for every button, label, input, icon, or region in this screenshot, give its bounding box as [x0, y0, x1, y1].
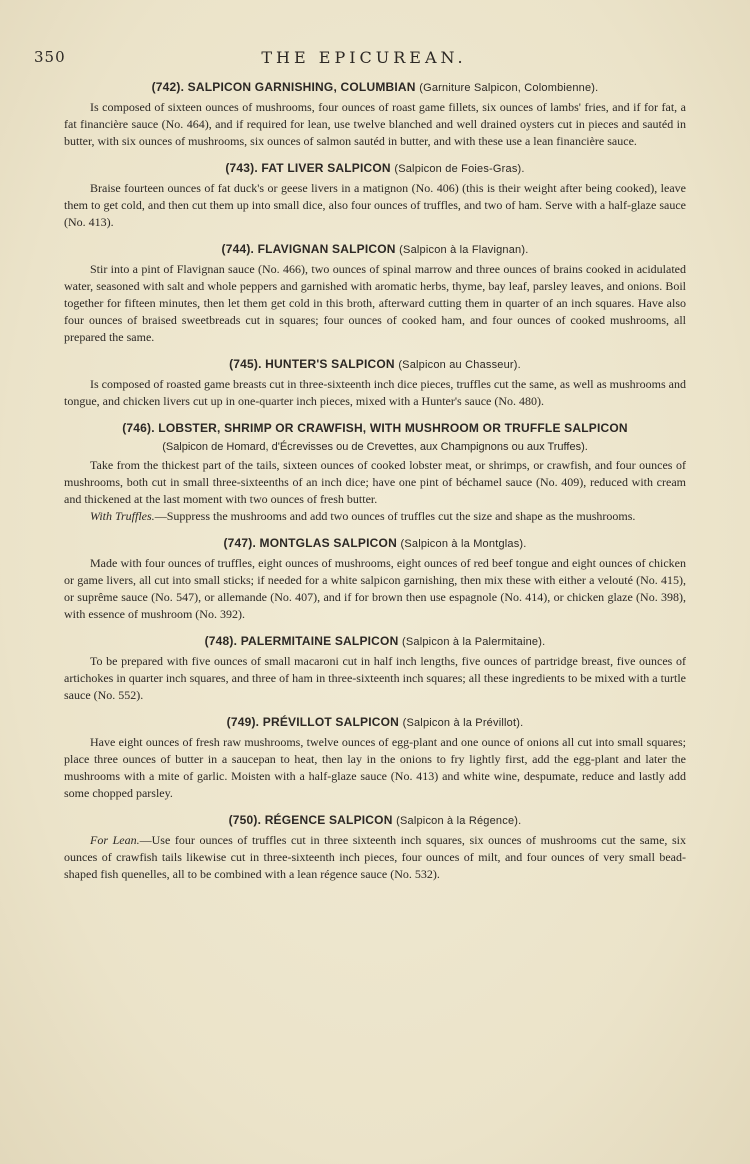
- recipe-heading: (744). FLAVIGNAN SALPICON (Salpicon à la Flavignan).: [221, 242, 529, 256]
- recipe-750: [64, 813, 686, 883]
- recipe-body: Braise fourteen ounces of fat duck's or geese livers in a matignon (No. 406) (this is their weight after being cooked), leave them to get cold, and then cut them up into small dice, also four ounces of truffles, and two of ham. Serve with a half-glaze sauce (No. 413).: [64, 181, 686, 229]
- recipe-749: [64, 715, 686, 802]
- running-head: [34, 48, 694, 80]
- recipe-heading: (750). RÉGENCE SALPICON (Salpicon à la Régence).: [228, 813, 522, 827]
- recipe-heading: (745). HUNTER'S SALPICON (Salpicon au Chasseur).: [229, 357, 521, 371]
- variant-label: With Truffles.: [90, 509, 155, 523]
- recipe-body: Stir into a pint of Flavignan sauce (No. 466), two ounces of spinal marrow and three ounces of brains cooked in acidulated water, seasoned with salt and whole peppers and garnished with aromatic herbs, thyme, bay leaf, parsley leaves, and onions. Boil together for fifteen minutes, then let them get cold in this broth, afterward cutting them in quarter of an inch squares. Have also four ounces of braised sweetbreads cut in squares; four ounces of cooked ham, and four ounces of cooked mushrooms, all prepared the same.: [64, 262, 686, 344]
- recipe-747: [64, 536, 686, 623]
- recipe-subtitle: (Salpicon de Homard, d'Écrevisses ou de Crevettes, aux Champignons ou aux Truffes).: [162, 441, 588, 453]
- recipe-variant: For Lean.—Use four ounces of truffles cut in three sixteenth inch squares, six ounces of mushrooms cut the same, six ounces of crawfish tails likewise cut in three-sixteenth inch pieces, four ounces of milt, and four ounces of very small bead-shaped fish quenelles, all to be combined with a lean régence sauce (No. 532).: [64, 833, 687, 881]
- recipe-body: To be prepared with five ounces of small macaroni cut in half inch lengths, five ounces of partridge breast, five ounces of artichokes in quarter inch squares, and three of ham in three-sixteenth inch squares; all these ingredients to be mixed with a turtle sauce (No. 552).: [64, 654, 686, 702]
- recipe-heading: (743). FAT LIVER SALPICON (Salpicon de Foies-Gras).: [225, 161, 525, 175]
- recipe-body: Take from the thickest part of the tails, sixteen ounces of cooked lobster meat, or shrimps, or crawfish, and four ounces of mushrooms, both cut in small three-sixteenths of an inch dice; have one pint of béchamel sauce (No. 409), reduced with cream and thickened at the last moment with two ounces of fresh butter.: [64, 458, 686, 506]
- recipe-body: Is composed of roasted game breasts cut in three-sixteenth inch dice pieces, truffles cut the same, as well as mushrooms and tongue, and chicken livers cut up in one-quarter inch pieces, mixed with a Hunter's sauce (No. 480).: [64, 377, 686, 408]
- recipe-heading: (747). MONTGLAS SALPICON (Salpicon à la Montglas).: [223, 536, 527, 550]
- recipe-742: [64, 80, 686, 150]
- recipe-variant: With Truffles.—Suppress the mushrooms and add two ounces of truffles cut the size and shape as the mushrooms.: [90, 509, 636, 523]
- recipe-body: Have eight ounces of fresh raw mushrooms, twelve ounces of egg-plant and one ounce of onions all cut into small squares; place three ounces of butter in a saucepan to heat, then lay in the onions to fry lightly first, add the egg-plant and later the mushrooms with a mite of garlic. Moisten with a half-glaze sauce (No. 413) and white wine, despumate, reduce and lastly add some chopped parsley.: [64, 735, 686, 800]
- recipe-743: [64, 161, 686, 231]
- recipe-body: Made with four ounces of truffles, eight ounces of mushrooms, eight ounces of red beef tongue and eight ounces of chicken or game livers, all cut into small sticks; if needed for a white salpicon garnishing, then mix these with either a velouté (No. 415), or suprême sauce (No. 547), or allemande (No. 407), and if for brown then use espagnole (No. 414), or chicken glaze (No. 398), with essence of mushroom (No. 392).: [64, 556, 686, 621]
- recipe-748: [64, 634, 686, 704]
- recipe-745: [64, 357, 686, 410]
- recipe-746: [64, 421, 686, 525]
- page-number: 350: [34, 48, 66, 66]
- page-title: THE EPICUREAN.: [261, 48, 467, 67]
- recipe-heading: (748). PALERMITAINE SALPICON (Salpicon à la Palermitaine).: [204, 634, 546, 648]
- recipe-heading: (749). PRÉVILLOT SALPICON (Salpicon à la Prévillot).: [226, 715, 524, 729]
- recipe-744: [64, 242, 686, 346]
- recipe-body: Is composed of sixteen ounces of mushrooms, four ounces of roast game fillets, six ounces of lambs' fries, and if for fat, a fat financière sauce (No. 464), and if required for lean, use twelve blanched and well drained oysters cut in pieces and sautéd in butter, with six ounces of mushrooms, six ounces of salmon sautéd in butter, and with these use a lean financière sauce.: [64, 100, 686, 148]
- recipe-heading: (746). LOBSTER, SHRIMP OR CRAWFISH, WITH MUSHROOM OR TRUFFLE SALPICON: [122, 421, 628, 435]
- recipe-heading: (742). SALPICON GARNISHING, COLUMBIAN (Garniture Salpicon, Colombienne).: [151, 80, 599, 94]
- variant-label: For Lean.: [90, 833, 140, 847]
